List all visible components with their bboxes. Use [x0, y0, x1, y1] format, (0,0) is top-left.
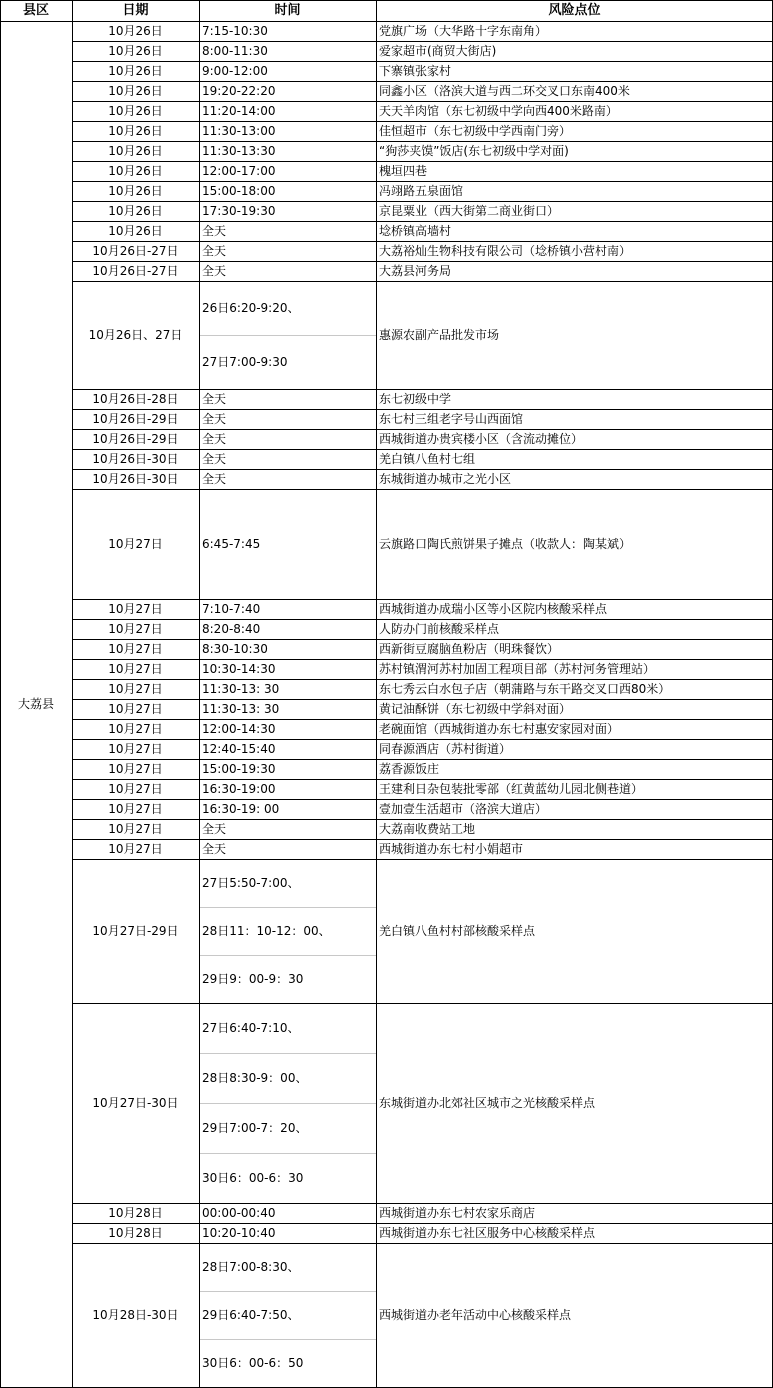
time-cell: 10:20-10:40 — [202, 1226, 276, 1240]
column-divider — [0, 0, 1, 1388]
location-cell: 大荔裕灿生物科技有限公司（埝桥镇小营村南） — [379, 244, 632, 258]
location-cell: 爱家超市(商贸大街店) — [379, 44, 497, 58]
location-cell: 东七村三组老字号山西面馆 — [379, 412, 524, 426]
time-cell: 全天 — [202, 432, 227, 446]
location-cell: 西城街道办东七社区服务中心核酸采样点 — [379, 1226, 596, 1240]
date-cell: 10月26日 — [108, 184, 163, 198]
row-divider — [72, 81, 773, 82]
location-cell: 羌白镇八鱼村七组 — [379, 452, 476, 466]
date-cell: 10月26日 — [108, 104, 163, 118]
row-divider — [0, 0, 773, 1]
time-subdivider — [199, 1339, 376, 1340]
time-cell: 11:30-13:00 — [202, 124, 276, 138]
time-subdivider — [199, 1291, 376, 1292]
date-cell: 10月28日 — [108, 1206, 163, 1220]
header-county: 县区 — [22, 3, 49, 18]
time-cell: 12:40-15:40 — [202, 742, 276, 756]
row-divider — [72, 659, 773, 660]
time-cell: 29日7:00-7：20、 — [202, 1121, 308, 1135]
row-divider — [72, 699, 773, 700]
row-divider — [72, 779, 773, 780]
date-cell: 10月26日 — [108, 84, 163, 98]
time-cell: 29日6:40-7:50、 — [202, 1308, 300, 1322]
date-cell: 10月27日 — [108, 682, 163, 696]
date-cell: 10月28日 — [108, 1226, 163, 1240]
location-cell: 西城街道办成瑞小区等小区院内核酸采样点 — [379, 602, 608, 616]
location-cell: 同鑫小区（洛滨大道与西二环交叉口东南400米 — [379, 84, 630, 98]
row-divider — [72, 799, 773, 800]
row-divider — [72, 261, 773, 262]
date-cell: 10月28日-30日 — [92, 1308, 179, 1322]
row-divider — [72, 389, 773, 390]
date-cell: 10月27日 — [108, 622, 163, 636]
row-divider — [72, 489, 773, 490]
time-cell: 15:00-19:30 — [202, 762, 276, 776]
location-cell: 羌白镇八鱼村村部核酸采样点 — [379, 924, 536, 938]
time-cell: 8:30-10:30 — [202, 642, 268, 656]
location-cell: 黄记油酥饼（东七初级中学斜对面） — [379, 702, 572, 716]
date-cell: 10月26日-28日 — [92, 392, 179, 406]
date-cell: 10月27日 — [108, 822, 163, 836]
date-cell: 10月27日 — [108, 742, 163, 756]
row-divider — [72, 161, 773, 162]
header-date: 日期 — [122, 3, 149, 18]
column-divider — [376, 0, 377, 1388]
date-cell: 10月26日 — [108, 204, 163, 218]
date-cell: 10月26日 — [108, 164, 163, 178]
row-divider — [72, 639, 773, 640]
column-divider — [199, 0, 200, 1388]
row-divider — [72, 1003, 773, 1004]
time-cell: 12:00-17:00 — [202, 164, 276, 178]
header-location: 风险点位 — [548, 3, 601, 18]
time-cell: 16:30-19: 00 — [202, 802, 280, 816]
time-cell: 30日6：00-6：30 — [202, 1171, 304, 1185]
time-cell: 全天 — [202, 392, 227, 406]
time-cell: 00:00-00:40 — [202, 1206, 276, 1220]
date-cell: 10月27日 — [108, 842, 163, 856]
time-cell: 7:15-10:30 — [202, 24, 268, 38]
date-cell: 10月26日 — [108, 124, 163, 138]
row-divider — [72, 759, 773, 760]
location-cell: 埝桥镇高墙村 — [379, 224, 452, 238]
location-cell: “狗莎夹馍”饭店(东七初级中学对面) — [379, 144, 569, 158]
row-divider — [72, 819, 773, 820]
row-divider — [72, 859, 773, 860]
row-divider — [72, 101, 773, 102]
column-divider — [72, 0, 73, 1388]
location-cell: 大荔县河务局 — [379, 264, 452, 278]
row-divider — [72, 41, 773, 42]
location-cell: 西城街道办东七村小娟超市 — [379, 842, 524, 856]
time-subdivider — [199, 1053, 376, 1054]
time-cell: 全天 — [202, 244, 227, 258]
date-cell: 10月26日 — [108, 44, 163, 58]
location-cell: 人防办门前核酸采样点 — [379, 622, 500, 636]
date-cell: 10月27日 — [108, 702, 163, 716]
row-divider — [72, 619, 773, 620]
row-divider — [72, 409, 773, 410]
time-cell: 15:00-18:00 — [202, 184, 276, 198]
date-cell: 10月27日 — [108, 802, 163, 816]
date-cell: 10月26日-30日 — [92, 472, 179, 486]
time-subdivider — [199, 335, 376, 336]
location-cell: 同春源酒店（苏村街道） — [379, 742, 512, 756]
row-divider — [72, 739, 773, 740]
location-cell: 大荔南收费站工地 — [379, 822, 476, 836]
location-cell: 老碗面馆（西城街道办东七村惠安家园对面） — [379, 722, 620, 736]
row-divider — [72, 121, 773, 122]
time-cell: 27日7:00-9:30 — [202, 355, 288, 369]
row-divider — [72, 141, 773, 142]
time-cell: 30日6：00-6：50 — [202, 1356, 304, 1370]
time-cell: 28日8:30-9：00、 — [202, 1071, 308, 1085]
row-divider — [72, 599, 773, 600]
location-cell: 西新街豆腐脑鱼粉店（明珠餐饮） — [379, 642, 560, 656]
time-cell: 全天 — [202, 264, 227, 278]
time-cell: 全天 — [202, 412, 227, 426]
time-subdivider — [199, 1103, 376, 1104]
location-cell: 云旗路口陶氏煎饼果子摊点（收款人：陶某斌） — [379, 537, 632, 551]
row-divider — [72, 181, 773, 182]
time-cell: 19:20-22:20 — [202, 84, 276, 98]
location-cell: 东七秀云白水包子店（朝蒲路与东干路交叉口西80米） — [379, 682, 671, 696]
time-cell: 10:30-14:30 — [202, 662, 276, 676]
date-cell: 10月26日 — [108, 224, 163, 238]
location-cell: 天天羊肉馆（东七初级中学向西400米路南） — [379, 104, 618, 118]
time-cell: 11:30-13: 30 — [202, 702, 280, 716]
time-cell: 28日7:00-8:30、 — [202, 1260, 300, 1274]
time-cell: 17:30-19:30 — [202, 204, 276, 218]
location-cell: 槐垣四巷 — [379, 164, 428, 178]
time-cell: 28日11：10-12：00、 — [202, 924, 331, 938]
time-cell: 11:20-14:00 — [202, 104, 276, 118]
row-divider — [72, 449, 773, 450]
location-cell: 下寨镇张家村 — [379, 64, 452, 78]
header-time: 时间 — [274, 3, 301, 18]
date-cell: 10月27日 — [108, 782, 163, 796]
date-cell: 10月27日-30日 — [92, 1096, 179, 1110]
row-divider — [72, 1203, 773, 1204]
row-divider — [72, 61, 773, 62]
row-divider — [72, 221, 773, 222]
time-cell: 6:45-7:45 — [202, 537, 261, 551]
row-divider — [0, 21, 773, 22]
location-cell: 西城街道办老年活动中心核酸采样点 — [379, 1308, 572, 1322]
time-cell: 9:00-12:00 — [202, 64, 268, 78]
date-cell: 10月26日 — [108, 64, 163, 78]
date-cell: 10月27日 — [108, 602, 163, 616]
row-divider — [72, 281, 773, 282]
date-cell: 10月26日-29日 — [92, 412, 179, 426]
county-cell: 大荔县 — [17, 697, 54, 711]
date-cell: 10月26日-29日 — [92, 432, 179, 446]
location-cell: 王建利日杂包装批零部（红黄蓝幼儿园北侧巷道） — [379, 782, 644, 796]
date-cell: 10月27日-29日 — [92, 924, 179, 938]
location-cell: 壹加壹生活超市（洛滨大道店） — [379, 802, 548, 816]
row-divider — [72, 839, 773, 840]
date-cell: 10月26日 — [108, 144, 163, 158]
date-cell: 10月27日 — [108, 537, 163, 551]
time-cell: 8:00-11:30 — [202, 44, 268, 58]
time-cell: 11:30-13: 30 — [202, 682, 280, 696]
location-cell: 佳恒超市（东七初级中学西南门旁） — [379, 124, 572, 138]
row-divider — [72, 241, 773, 242]
time-cell: 7:10-7:40 — [202, 602, 261, 616]
time-cell: 全天 — [202, 842, 227, 856]
time-cell: 26日6:20-9:20、 — [202, 301, 300, 315]
row-divider — [72, 1223, 773, 1224]
row-divider — [72, 719, 773, 720]
location-cell: 京昆粟业（西大街第二商业街口） — [379, 204, 560, 218]
row-divider — [72, 1243, 773, 1244]
location-cell: 党旗广场（大华路十字东南角） — [379, 24, 548, 38]
time-subdivider — [199, 907, 376, 908]
time-subdivider — [199, 1153, 376, 1154]
row-divider — [72, 429, 773, 430]
location-cell: 西城街道办东七村农家乐商店 — [379, 1206, 536, 1220]
location-cell: 东城街道办城市之光小区 — [379, 472, 512, 486]
date-cell: 10月27日 — [108, 642, 163, 656]
location-cell: 东城街道办北郊社区城市之光核酸采样点 — [379, 1096, 596, 1110]
date-cell: 10月27日 — [108, 662, 163, 676]
date-cell: 10月27日 — [108, 762, 163, 776]
date-cell: 10月26日、27日 — [88, 328, 183, 342]
date-cell: 10月26日-27日 — [92, 264, 179, 278]
location-cell: 冯翊路五泉面馆 — [379, 184, 464, 198]
time-cell: 全天 — [202, 452, 227, 466]
time-subdivider — [199, 955, 376, 956]
location-cell: 东七初级中学 — [379, 392, 452, 406]
time-cell: 全天 — [202, 822, 227, 836]
row-divider — [72, 469, 773, 470]
location-cell: 苏村镇渭河苏村加固工程项目部（苏村河务管理站） — [379, 662, 656, 676]
location-cell: 荔香源饭庄 — [379, 762, 440, 776]
time-cell: 27日5:50-7:00、 — [202, 876, 300, 890]
time-cell: 全天 — [202, 224, 227, 238]
location-cell: 惠源农副产品批发市场 — [379, 328, 500, 342]
time-cell: 27日6:40-7:10、 — [202, 1021, 300, 1035]
time-cell: 29日9：00-9：30 — [202, 972, 304, 986]
time-cell: 全天 — [202, 472, 227, 486]
time-cell: 16:30-19:00 — [202, 782, 276, 796]
location-cell: 西城街道办贵宾楼小区（含流动摊位） — [379, 432, 584, 446]
row-divider — [72, 201, 773, 202]
date-cell: 10月26日-27日 — [92, 244, 179, 258]
time-cell: 8:20-8:40 — [202, 622, 261, 636]
date-cell: 10月27日 — [108, 722, 163, 736]
time-cell: 12:00-14:30 — [202, 722, 276, 736]
row-divider — [72, 679, 773, 680]
time-cell: 11:30-13:30 — [202, 144, 276, 158]
date-cell: 10月26日 — [108, 24, 163, 38]
date-cell: 10月26日-30日 — [92, 452, 179, 466]
